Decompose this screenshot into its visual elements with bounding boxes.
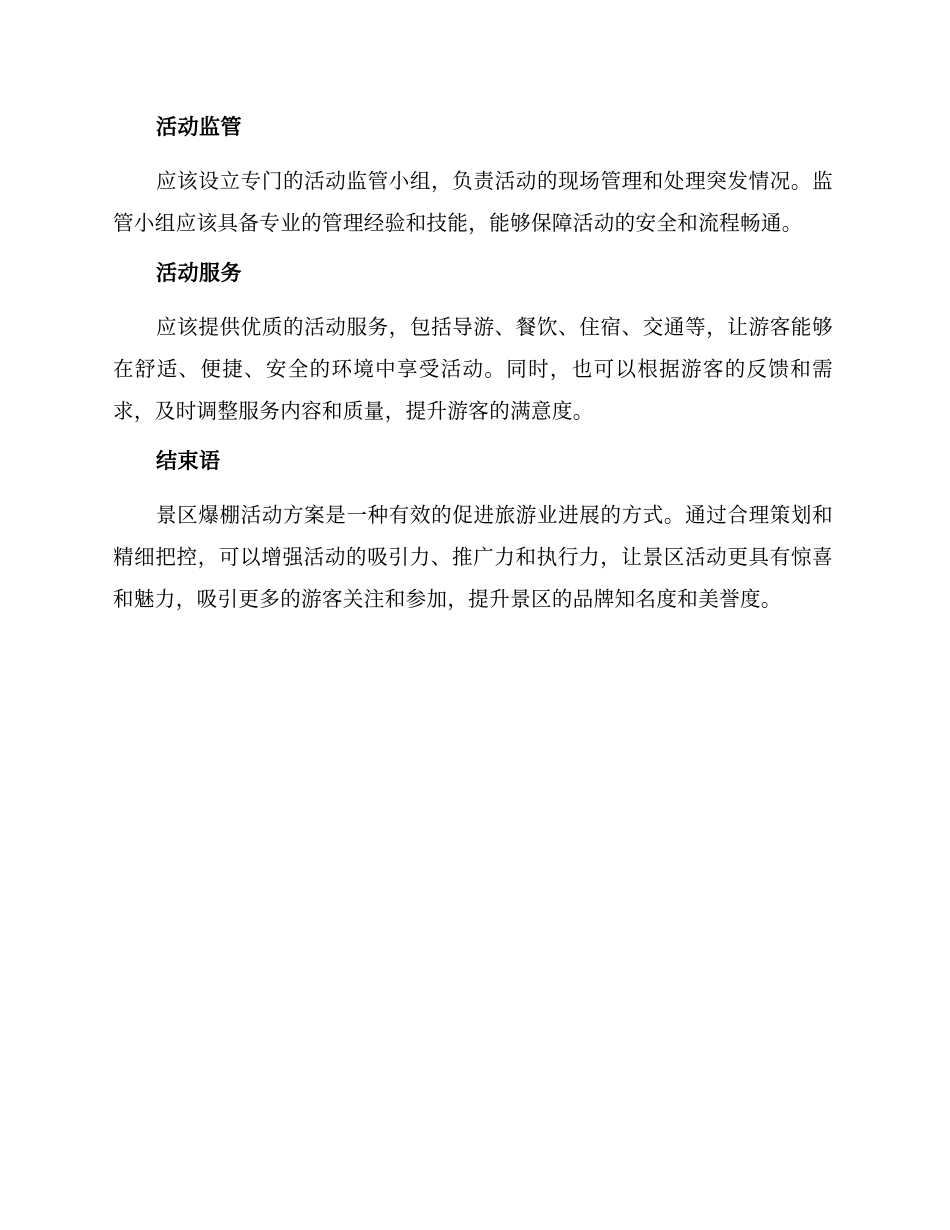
document-content [113,112,833,634]
section-heading-supervision: 活动监管 [156,115,242,139]
section-body-service: 应该提供优质的活动服务，包括导游、餐饮、住宿、交通等，让游客能够在舒适、便捷、安全的环境中享受活动。同时，也可以根据游客的反馈和需求，及时调整服务内容和质量，提升游客的满意度。 [113,315,833,423]
section-body-supervision: 应该设立专门的活动监管小组，负责活动的现场管理和处理突发情况。监管小组应该具备专业的管理经验和技能，能够保障活动的安全和流程畅通。 [113,169,833,235]
section-heading-conclusion: 结束语 [156,449,221,473]
section-heading-service: 活动服务 [156,261,242,285]
section-body-conclusion: 景区爆棚活动方案是一种有效的促进旅游业进展的方式。通过合理策划和精细把控，可以增强活动的吸引力、推广力和执行力，让景区活动更具有惊喜和魅力，吸引更多的游客关注和参加，提升景区的品牌知名度和美誉度。 [113,503,833,611]
